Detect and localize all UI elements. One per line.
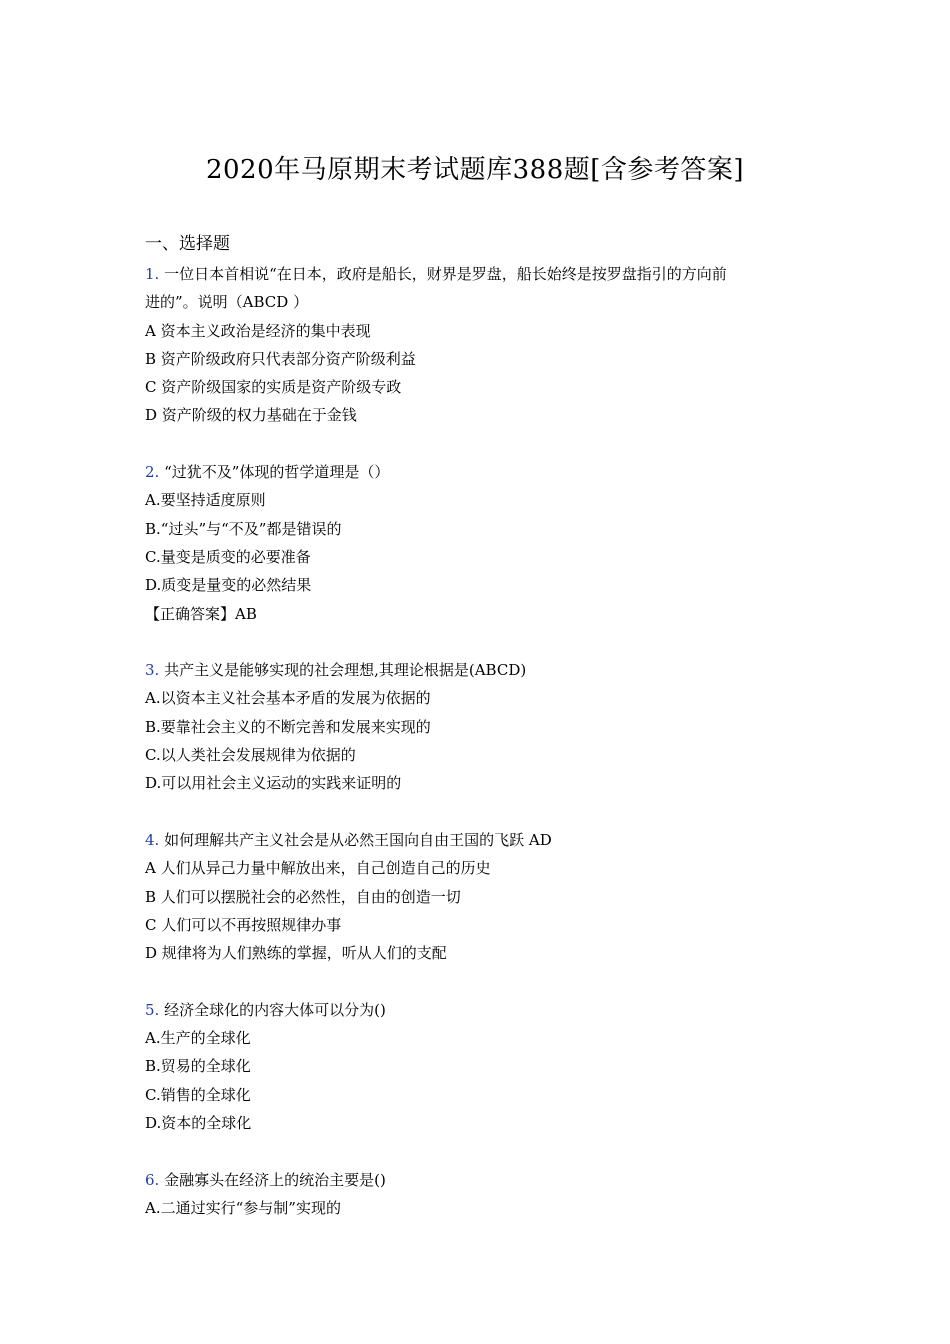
option-d: D 资产阶级的权力基础在于金钱 (145, 406, 357, 425)
spacer (145, 628, 825, 656)
question-stem (145, 826, 825, 854)
spacer (145, 1137, 825, 1165)
question-3 (145, 656, 825, 797)
option-b: B.“过头”与“不及”都是错误的 (145, 519, 342, 538)
question-text: 金融寡头在经济上的统治主要是() (164, 1170, 386, 1189)
question-stem (145, 996, 825, 1024)
question-text: 共产主义是能够实现的社会理想,其理论根据是(ABCD) (164, 661, 527, 680)
question-5 (145, 996, 825, 1137)
option-a: A.生产的全球化 (145, 1029, 251, 1048)
spacer (145, 967, 825, 995)
option-b: B 人们可以摆脱社会的必然性，自由的创造一切 (145, 887, 461, 906)
correct-answer: 【正确答案】AB (145, 604, 257, 623)
question-2 (145, 458, 825, 628)
option-c: C.以人类社会发展规律为依据的 (145, 746, 356, 765)
question-text: 一位日本首相说“在日本，政府是船长，财界是罗盘，船长始终是按罗盘指引的方向前 (164, 265, 727, 283)
option-d: D.质变是量变的必然结果 (145, 576, 312, 595)
option-c: C.量变是质变的必要准备 (145, 547, 311, 566)
question-4 (145, 826, 825, 967)
option-d: D.可以用社会主义运动的实践来证明的 (145, 774, 402, 793)
question-stem (145, 656, 825, 684)
section-heading: 一、选择题 (145, 234, 230, 254)
question-number: 2. (145, 463, 160, 482)
question-number: 6. (145, 1170, 160, 1189)
option-a: A 资本主义政治是经济的集中表现 (145, 321, 371, 340)
page-title: 2020年马原期末考试题库388题[含参考答案] (205, 155, 745, 185)
option-a: A 人们从异己力量中解放出来，自己创造自己的历史 (145, 859, 491, 878)
spacer (145, 798, 825, 826)
question-list (145, 230, 825, 1222)
question-number: 1. (145, 265, 160, 283)
question-stem (145, 1166, 825, 1194)
option-a: A.以资本主义社会基本矛盾的发展为依据的 (145, 689, 431, 708)
option-a: A.二通过实行“参与制”实现的 (145, 1198, 341, 1217)
spacer (145, 430, 825, 458)
question-text: “过犹不及”体现的哲学道理是（） (164, 463, 390, 482)
question-text: 经济全球化的内容大体可以分为() (164, 1000, 386, 1019)
question-6 (145, 1166, 825, 1223)
option-c: C 资产阶级国家的实质是资产阶级专政 (145, 378, 402, 397)
question-stem (145, 260, 825, 288)
question-number: 5. (145, 1000, 160, 1019)
question-number: 3. (145, 661, 160, 680)
option-b: B 资产阶级政府只代表部分资产阶级利益 (145, 349, 416, 368)
option-b: B.要靠社会主义的不断完善和发展来实现的 (145, 717, 431, 736)
option-d: D 规律将为人们熟练的掌握，听从人们的支配 (145, 944, 447, 963)
option-a: A.要坚持适度原则 (145, 491, 266, 510)
option-d: D.资本的全球化 (145, 1113, 252, 1132)
question-text: 如何理解共产主义社会是从必然王国向自由王国的飞跃 AD (164, 830, 552, 849)
question-stem (145, 458, 825, 486)
option-b: B.贸易的全球化 (145, 1057, 251, 1076)
option-c: C.销售的全球化 (145, 1085, 251, 1104)
question-1 (145, 260, 825, 430)
option-c: C 人们可以不再按照规律办事 (145, 915, 342, 934)
question-number: 4. (145, 830, 160, 849)
question-text-continued: 进的”。说明（ABCD ） (145, 293, 309, 312)
